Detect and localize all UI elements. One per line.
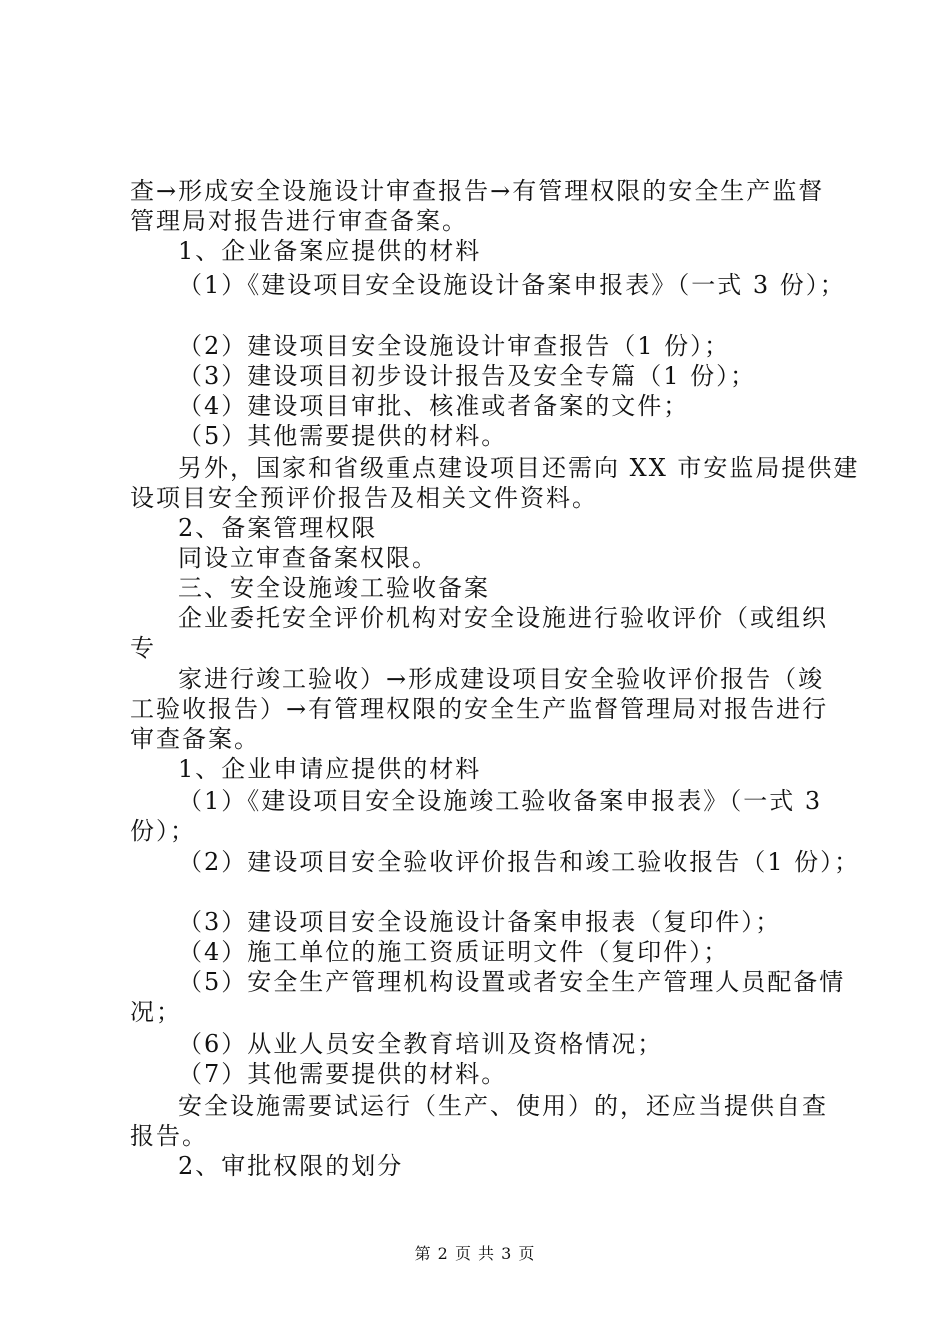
text-line: （1）《建设项目安全设施竣工验收备案申报表》（一式 3 <box>178 787 823 815</box>
text-line: （4）施工单位的施工资质证明文件（复印件）； <box>178 938 730 966</box>
text-line: 企业委托安全评价机构对安全设施进行验收评价（或组织 <box>178 604 828 632</box>
text-line: （1）《建设项目安全设施设计备案申报表》（一式 3 份）； <box>178 271 846 299</box>
text-line: 报告。 <box>130 1122 208 1150</box>
text-line: 另外，国家和省级重点建设项目还需向 XX 市安监局提供建 <box>178 454 860 482</box>
section-heading: 三、安全设施竣工验收备案 <box>178 574 490 602</box>
text-line: （7）其他需要提供的材料。 <box>178 1060 508 1088</box>
text-line: 设项目安全预评价报告及相关文件资料。 <box>130 484 598 512</box>
text-line: 1、企业申请应提供的材料 <box>178 755 482 783</box>
text-line: （5）安全生产管理机构设置或者安全生产管理人员配备情 <box>178 968 846 996</box>
text-line: 2、审批权限的划分 <box>178 1152 404 1180</box>
text-line: 2、备案管理权限 <box>178 514 378 542</box>
text-line: （5）其他需要提供的材料。 <box>178 422 508 450</box>
text-line: 专 <box>130 634 156 662</box>
text-line: 审查备案。 <box>130 725 260 753</box>
text-line: （3）建设项目安全设施设计备案申报表（复印件）； <box>178 908 782 936</box>
text-line: 况； <box>130 998 182 1026</box>
text-line: 管理局对报告进行审查备案。 <box>130 207 468 235</box>
text-line: （6）从业人员安全教育培训及资格情况； <box>178 1030 664 1058</box>
text-line: （4）建设项目审批、核准或者备案的文件； <box>178 392 690 420</box>
text-line: （2）建设项目安全验收评价报告和竣工验收报告（1 份）； <box>178 848 861 876</box>
text-line: 工验收报告）→有管理权限的安全生产监督管理局对报告进行 <box>130 695 829 723</box>
text-line: 同设立审查备案权限。 <box>178 544 438 572</box>
text-line: （2）建设项目安全设施设计审查报告（1 份）； <box>178 332 731 360</box>
text-line: 家进行竣工验收）→形成建设项目安全验收评价报告（竣 <box>178 665 825 693</box>
text-line: 安全设施需要试运行（生产、使用）的，还应当提供自查 <box>178 1092 828 1120</box>
text-line: 查→形成安全设施设计审查报告→有管理权限的安全生产监督 <box>130 177 825 205</box>
text-line: 1、企业备案应提供的材料 <box>178 237 482 265</box>
text-line: （3）建设项目初步设计报告及安全专篇（1 份）； <box>178 362 757 390</box>
page-number-footer: 第 2 页 共 3 页 <box>414 1244 536 1263</box>
text-line: 份）； <box>130 817 196 845</box>
